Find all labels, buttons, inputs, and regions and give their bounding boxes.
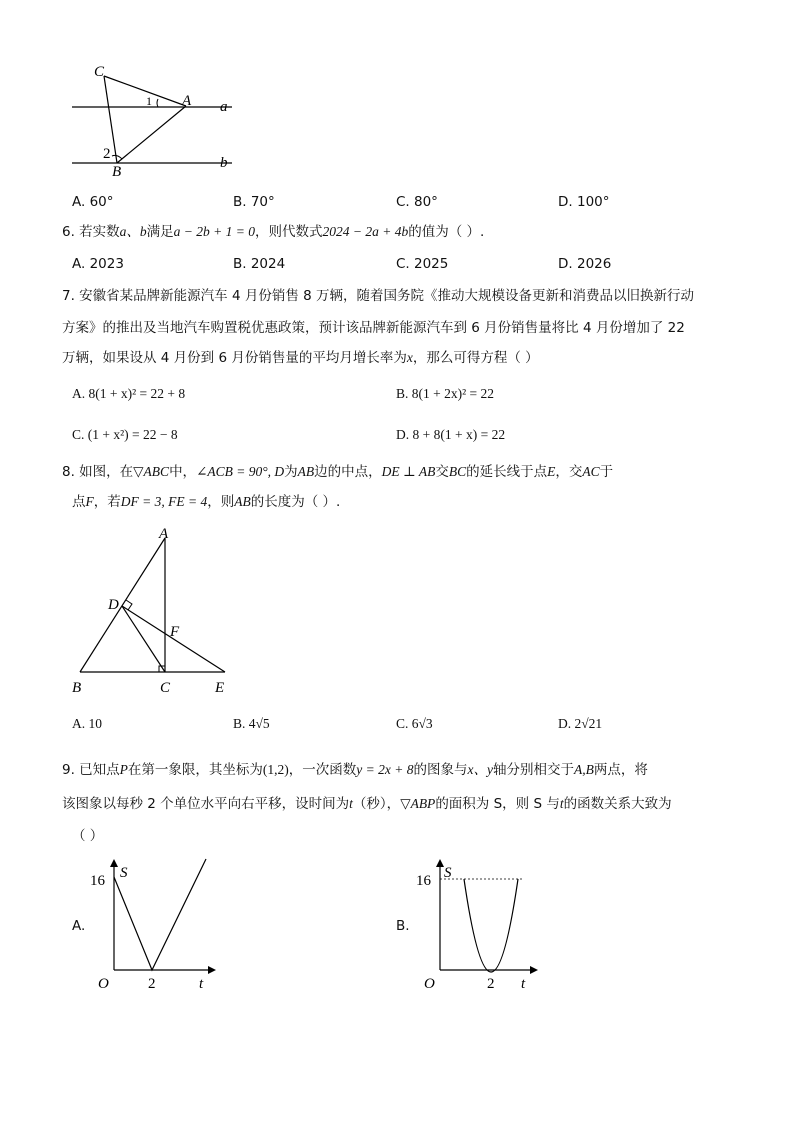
label-b: B [72,680,82,696]
q7-option-c[interactable]: C. (1 + x²) = 22 − 8 [72,427,178,442]
angle-2-label: 2 [103,146,111,162]
question-9-line-1: 9. 已知点P在第一象限，其坐标为(1,2)，一次函数y = 2x + 8的图象与x、y轴分别相交于A,B两点，将 [62,762,648,778]
question-9-line-2: 该图象以每秒 2 个单位水平向右平移，设时间为t（秒），▽ABP的面积为 S，则 S 与t的函数关系大致为 [62,796,672,812]
y-axis-label: S [120,865,128,881]
q6-option-a[interactable]: A. 2023 [72,256,124,272]
x-tick-2: 2 [487,976,495,990]
label-e: E [215,680,225,696]
origin-label: O [98,976,109,990]
label-a: A [159,526,169,542]
q7-option-d[interactable]: D. 8 + 8(1 + x) = 22 [396,427,506,442]
q5-option-b[interactable]: B. 70° [233,194,275,210]
angle-1-label: 1 [146,94,152,108]
x-axis-label: t [521,976,526,990]
q8-option-d[interactable]: D. 2√21 [558,716,603,731]
question-9-line-3: （ ） [72,828,104,844]
question-6-stem: 6. 若实数a、b满足a − 2b + 1 = 0，则代数式2024 − 2a + 4b的值为（ ）. [62,224,485,240]
q9-option-b-label[interactable]: B. [396,918,410,934]
question-8-figure [60,522,240,697]
q8-option-c[interactable]: C. 6√3 [396,716,433,731]
q6-option-b[interactable]: B. 2024 [233,256,286,272]
q5-option-a[interactable]: A. 60° [72,194,114,210]
q8-option-b[interactable]: B. 4√5 [233,716,270,731]
y-tick-16: 16 [416,873,431,889]
q5-option-c[interactable]: C. 80° [396,194,438,210]
x-axis-label: t [199,976,204,990]
question-7-line-2: 方案》的推出及当地汽车购置税优惠政策，预计该品牌新能源汽车到 6 月份销售量将比 4 月份增加了 22 [62,320,685,336]
q6-option-c[interactable]: C. 2025 [396,256,449,272]
question-8-line-2: 点F，若DF = 3, FE = 4，则AB的长度为（ ）. [72,494,341,510]
label-line-a: a [220,99,228,115]
y-axis-label: S [444,865,452,881]
x-tick-2: 2 [148,976,156,990]
label-c: C [94,64,105,80]
q6-option-d[interactable]: D. 2026 [558,256,612,272]
q8-option-a[interactable]: A. 10 [72,716,102,731]
y-tick-16: 16 [90,873,105,889]
label-d: D [108,597,119,613]
label-line-b: b [220,155,228,171]
question-8-line-1: 8. 如图，在▽ABC中，∠ACB = 90°, D为AB边的中点，DE ⊥ AB交BC的延长线于点E，交AC于 [62,464,614,480]
label-b: B [112,164,122,180]
q9-option-a-label[interactable]: A. [72,918,86,934]
question-5-figure [60,58,250,183]
q9-option-b-graph[interactable] [412,855,542,990]
q5-option-d[interactable]: D. 100° [558,194,610,210]
question-7-line-3: 万辆，如果设从 4 月份到 6 月份销售量的平均月增长率为x，那么可得方程（ ） [62,350,539,366]
label-a: A [182,93,192,109]
label-c: C [160,680,171,696]
q7-option-a[interactable]: A. 8(1 + x)² = 22 + 8 [72,386,186,401]
label-f: F [170,624,180,640]
question-7-line-1: 7. 安徽省某品牌新能源汽车 4 月份销售 8 万辆，随着国务院《推动大规模设备更新和消费品以旧换新行动 [62,288,695,304]
q7-option-b[interactable]: B. 8(1 + 2x)² = 22 [396,386,495,401]
q9-option-a-graph[interactable] [88,855,218,990]
origin-label: O [424,976,435,990]
